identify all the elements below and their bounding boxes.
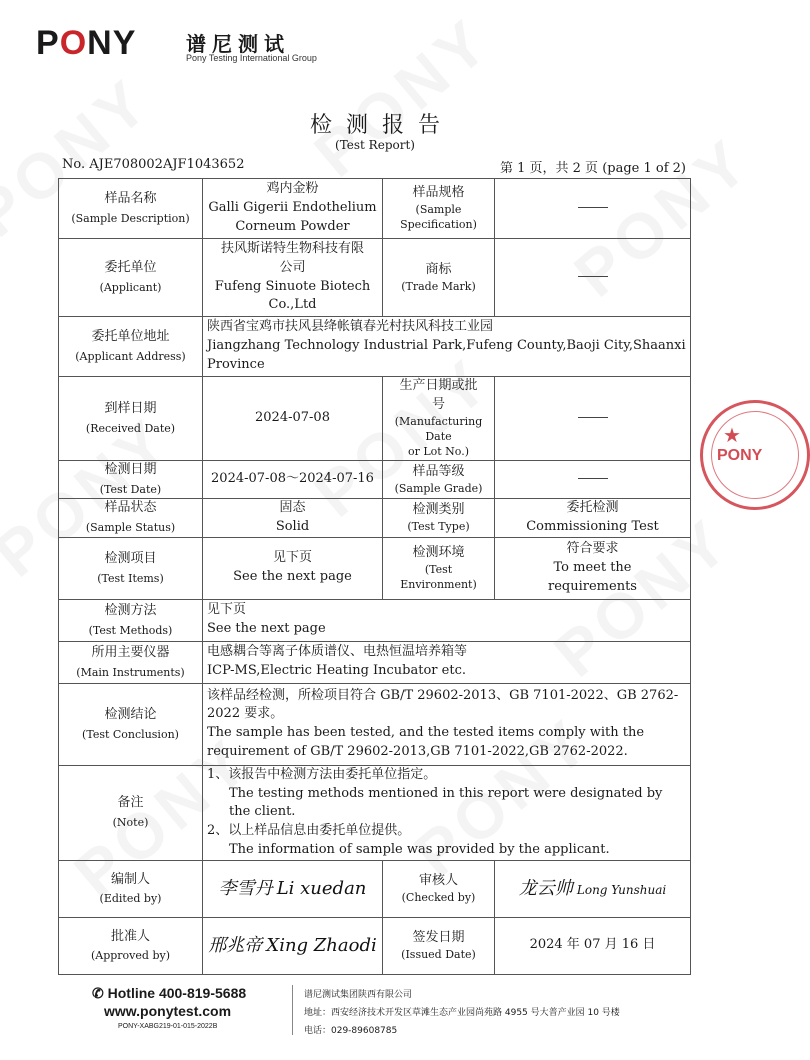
checked-by-signature: 龙云帅 Long Yunshuai xyxy=(495,860,691,917)
document-code: PONY-XABG219-01-015-2022B xyxy=(118,1023,218,1030)
trade-mark-value xyxy=(495,239,691,317)
logo-english-name: Pony Testing International Group xyxy=(186,53,317,63)
applicant-address-value: 陕西省宝鸡市扶风县绛帐镇春光村扶风科技工业园 Jiangzhang Technology Industrial Park,Fufeng County,Baoji City,Shaanxi Province xyxy=(203,317,691,377)
checked-by-label: 审核人 (Checked by) xyxy=(383,860,495,917)
table-row xyxy=(59,179,691,239)
approved-by-label: 批准人 (Approved by) xyxy=(59,917,203,974)
test-items-value: 见下页 See the next page xyxy=(203,537,383,599)
sample-specification-label: 样品规格 (Sample Specification) xyxy=(383,179,495,239)
table-row xyxy=(59,377,691,461)
applicant-label: 委托单位 (Applicant) xyxy=(59,239,203,317)
test-type-value: 委托检测 Commissioning Test xyxy=(495,499,691,538)
page-indicator: 第 1 页，共 2 页 (page 1 of 2) xyxy=(499,161,686,176)
table-row xyxy=(59,239,691,317)
note-value: 1、该报告中检测方法由委托单位指定。 The testing methods mentioned in this report were designated by the client. 2、以上样品信息由委托单位提供。 The information of sample was provided by the applicant. xyxy=(203,765,691,860)
table-row xyxy=(59,641,691,683)
received-date-value: 2024-07-08 xyxy=(203,377,383,461)
sample-status-label: 样品状态 (Sample Status) xyxy=(59,499,203,538)
table-row xyxy=(59,461,691,499)
table-row xyxy=(59,599,691,641)
approved-by-signature: 邢兆帝 Xing Zhaodi xyxy=(203,917,383,974)
seal-stamp xyxy=(700,400,810,510)
applicant-value: 扶风斯诺特生物科技有限 公司 Fufeng Sinuote Biotech Co.,Ltd xyxy=(203,239,383,317)
test-conclusion-value: 该样品经检测，所检项目符合 GB/T 29602-2013、GB 7101-2022、GB 2762-2022 要求。 The sample has been tested, and the tested items comply with the requirement of GB/T 29602-2013,GB 7101-2022,GB 2762-2022. xyxy=(203,683,691,765)
logo-chinese-name: 谱尼测试 xyxy=(186,32,290,56)
test-methods-value: 见下页 See the next page xyxy=(203,599,691,641)
pony-logo: PONY xyxy=(36,24,137,62)
test-environment-value: 符合要求 To meet the requirements xyxy=(495,537,691,599)
star-icon: ★ xyxy=(723,423,741,447)
report-number: No. AJE708002AJF1043652 xyxy=(62,157,245,172)
sample-description-label: 样品名称 (Sample Description) xyxy=(59,179,203,239)
footer xyxy=(92,985,712,1045)
sample-description-value: 鸡内金粉 Galli Gigerii Endothelium Corneum Powder xyxy=(203,179,383,239)
table-row xyxy=(59,765,691,860)
table-row xyxy=(59,917,691,974)
company-header xyxy=(36,22,716,72)
report-table xyxy=(58,178,691,975)
table-row xyxy=(59,537,691,599)
test-environment-label: 检测环境 (Test Environment) xyxy=(383,537,495,599)
table-row xyxy=(59,683,691,765)
note-label: 备注 (Note) xyxy=(59,765,203,860)
test-date-label: 检测日期 (Test Date) xyxy=(59,461,203,499)
footer-phone: 电话：029-89608785 xyxy=(304,1026,398,1036)
footer-company: 谱尼测试集团陕西有限公司 xyxy=(304,990,413,1000)
manufacturing-date-label: 生产日期或批 号 (Manufacturing Date or Lot No.) xyxy=(383,377,495,461)
manufacturing-date-value xyxy=(495,377,691,461)
stamp-text: PONY xyxy=(717,447,763,464)
table-row xyxy=(59,317,691,377)
sample-grade-label: 样品等级 (Sample Grade) xyxy=(383,461,495,499)
issued-date-value: 2024 年 07 月 16 日 xyxy=(495,917,691,974)
applicant-address-label: 委托单位地址 (Applicant Address) xyxy=(59,317,203,377)
table-row xyxy=(59,499,691,538)
edited-by-label: 编制人 (Edited by) xyxy=(59,860,203,917)
test-date-value: 2024-07-08～2024-07-16 xyxy=(203,461,383,499)
sample-specification-value xyxy=(495,179,691,239)
main-instruments-value: 电感耦合等离子体质谱仪、电热恒温培养箱等 ICP-MS,Electric Heating Incubator etc. xyxy=(203,641,691,683)
test-methods-label: 检测方法 (Test Methods) xyxy=(59,599,203,641)
trade-mark-label: 商标 (Trade Mark) xyxy=(383,239,495,317)
sample-grade-value xyxy=(495,461,691,499)
sample-status-value: 固态 Solid xyxy=(203,499,383,538)
hotline: ✆ Hotline 400-819-5688 xyxy=(92,985,247,1001)
website: www.ponytest.com xyxy=(104,1003,232,1019)
test-type-label: 检测类别 (Test Type) xyxy=(383,499,495,538)
test-items-label: 检测项目 (Test Items) xyxy=(59,537,203,599)
edited-by-signature: 李雪丹 Li xuedan xyxy=(203,860,383,917)
report-title-en: (Test Report) xyxy=(335,138,415,152)
table-row xyxy=(59,860,691,917)
issued-date-label: 签发日期 (Issued Date) xyxy=(383,917,495,974)
main-instruments-label: 所用主要仪器 (Main Instruments) xyxy=(59,641,203,683)
test-conclusion-label: 检测结论 (Test Conclusion) xyxy=(59,683,203,765)
received-date-label: 到样日期 (Received Date) xyxy=(59,377,203,461)
footer-address: 地址：西安经济技术开发区草滩生态产业园尚苑路 4955 号大普产业园 10 号楼 xyxy=(304,1008,620,1018)
report-title-cn: 检测报告 xyxy=(309,113,454,138)
